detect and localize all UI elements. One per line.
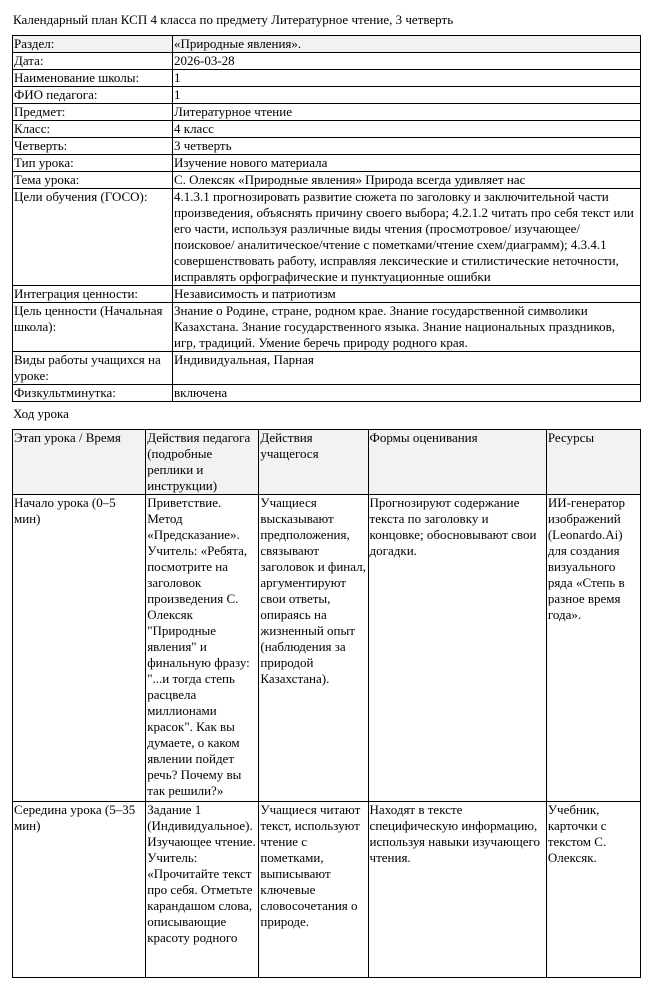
info-value: «Природные явления». xyxy=(173,36,641,53)
info-row-teacher xyxy=(13,87,641,104)
info-label: Физкультминутка: xyxy=(13,385,173,402)
info-label: Класс: xyxy=(13,121,173,138)
info-label: Четверть: xyxy=(13,138,173,155)
column-header-stage: Этап урока / Время xyxy=(13,430,146,495)
info-label: Раздел: xyxy=(13,36,173,53)
lesson-flow-title: Ход урока xyxy=(13,406,69,421)
info-label: Наименование школы: xyxy=(13,70,173,87)
info-value: Знание о Родине, стране, родном крае. Знание государственной символики Казахстана. Знание государственного языка. Знание национальных праздников, игр, традиций. Умение беречь природу родного края. xyxy=(173,303,641,352)
column-header-teacher-actions: Действия педагога (подробные реплики и инструкции) xyxy=(146,430,259,495)
info-value: 3 четверть xyxy=(173,138,641,155)
info-row-section xyxy=(13,36,641,53)
flow-header-row xyxy=(13,430,641,495)
info-value: С. Олексяк «Природные явления» Природа всегда удивляет нас xyxy=(173,172,641,189)
info-label: Предмет: xyxy=(13,104,173,121)
info-label: Цели обучения (ГОСО): xyxy=(13,189,173,286)
info-value: 1 xyxy=(173,87,641,104)
info-row-topic xyxy=(13,172,641,189)
cell-student-actions: Учащиеся читают текст, используют чтение с пометками, выписывают ключевые словосочетания о природе. xyxy=(259,802,368,978)
info-label: ФИО педагога: xyxy=(13,87,173,104)
info-row-value-goal xyxy=(13,303,641,352)
info-row-grade xyxy=(13,121,641,138)
info-row-subject xyxy=(13,104,641,121)
info-label: Цель ценности (Начальная школа): xyxy=(13,303,173,352)
table-row xyxy=(13,495,641,802)
info-row-date xyxy=(13,53,641,70)
info-value: включена xyxy=(173,385,641,402)
info-label: Интеграция ценности: xyxy=(13,286,173,303)
info-value: 2026-03-28 xyxy=(173,53,641,70)
cell-teacher-actions: Приветствие. Метод «Предсказание». Учитель: «Ребята, посмотрите на заголовок произведения С. Олексяк "Природные явления" и финальную фразу: "...и тогда степь расцвела миллионами красок". Как вы думаете, о каком явлении пойдет речь? Почему вы так решили?» xyxy=(146,495,259,802)
cell-stage: Середина урока (5–35 мин) xyxy=(13,802,146,978)
table-row xyxy=(13,802,641,978)
info-label: Тема урока: xyxy=(13,172,173,189)
cell-teacher-actions: Задание 1 (Индивидуальное). Изучающее чтение. Учитель: «Прочитайте текст про себя. Отметьте карандашом слова, описывающие красоту родного xyxy=(146,802,259,978)
info-row-value-integration xyxy=(13,286,641,303)
info-value: 1 xyxy=(173,70,641,87)
info-value: 4 класс xyxy=(173,121,641,138)
lesson-flow-table xyxy=(12,429,641,978)
cell-resources: Учебник, карточки с текстом С. Олексяк. xyxy=(546,802,640,978)
document-title: Календарный план КСП 4 класса по предмету Литературное чтение, 3 четверть xyxy=(13,12,454,27)
lesson-info-table xyxy=(12,35,641,402)
info-row-lesson-type xyxy=(13,155,641,172)
info-label: Виды работы учащихся на уроке: xyxy=(13,352,173,385)
info-value: Литературное чтение xyxy=(173,104,641,121)
info-value: 4.1.3.1 прогнозировать развитие сюжета по заголовку и заключительной части произведения, объяснять причину своего выбора; 4.2.1.2 читать про себя текст или его части, используя различные виды чтения (просмотровое/ изучающее/поисковое/ аналитическое/чтение с пометками/чтение схем/диаграмм); 4.3.4.1 совершенствовать работу, исправляя лексические и стилистические неточности, исправлять орфографические и пунктуационные ошибки xyxy=(173,189,641,286)
column-header-assessment: Формы оценивания xyxy=(368,430,546,495)
info-value: Индивидуальная, Парная xyxy=(173,352,641,385)
info-row-school xyxy=(13,70,641,87)
info-label: Тип урока: xyxy=(13,155,173,172)
cell-student-actions: Учащиеся высказывают предположения, связывают заголовок и финал, аргументируют свои ответы, опираясь на жизненный опыт (наблюдения за природой Казахстана). xyxy=(259,495,368,802)
info-row-exercise-break xyxy=(13,385,641,402)
column-header-student-actions: Действия учащегося xyxy=(259,430,368,495)
info-value: Независимость и патриотизм xyxy=(173,286,641,303)
info-label: Дата: xyxy=(13,53,173,70)
info-row-quarter xyxy=(13,138,641,155)
column-header-resources: Ресурсы xyxy=(546,430,640,495)
info-row-objectives xyxy=(13,189,641,286)
cell-assessment: Прогнозируют содержание текста по заголовку и концовке; обосновывают свои догадки. xyxy=(368,495,546,802)
cell-assessment: Находят в тексте специфическую информацию, используя навыки изучающего чтения. xyxy=(368,802,546,978)
cell-resources: ИИ-генератор изображений (Leonardo.Ai) для создания визуального ряда «Степь в разное время года». xyxy=(546,495,640,802)
cell-stage: Начало урока (0–5 мин) xyxy=(13,495,146,802)
info-row-work-types xyxy=(13,352,641,385)
info-value: Изучение нового материала xyxy=(173,155,641,172)
